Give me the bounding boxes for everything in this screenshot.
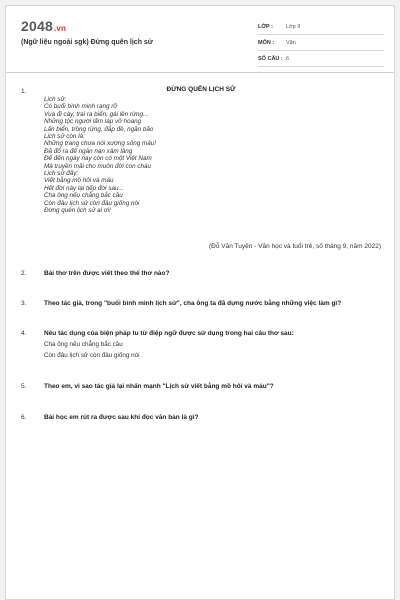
poem-line: Để đến ngày nay còn có một Việt Nam bbox=[44, 155, 152, 163]
question-text: Nêu tác dụng của biện pháp tu từ điệp ngữ được sử dụng trong hai câu thơ sau: bbox=[44, 330, 294, 337]
question-number: 4. bbox=[21, 330, 27, 337]
poem-line: Viết bằng mồ hôi và máu bbox=[44, 177, 114, 185]
meta-value: Văn bbox=[286, 39, 296, 46]
meta-key: SỐ CÂU : bbox=[258, 55, 283, 62]
worksheet-header bbox=[6, 6, 394, 70]
meta-row-subject bbox=[258, 35, 384, 51]
poem-title: ĐỪNG QUÊN LỊCH SỬ bbox=[166, 86, 236, 93]
poem-line: Cha ông nếu chẳng bắc cầu bbox=[44, 192, 123, 200]
poem-body bbox=[44, 96, 156, 215]
question-number: 1. bbox=[21, 88, 27, 95]
meta-row-count bbox=[258, 51, 384, 67]
question-text: Bài thơ trên được viết theo thể thơ nào? bbox=[44, 270, 170, 277]
question-number: 2. bbox=[21, 270, 27, 277]
meta-value: 6 bbox=[286, 55, 290, 62]
meta-table bbox=[258, 19, 384, 67]
logo[interactable] bbox=[21, 18, 66, 34]
poem-line: Lịch sử đấy: bbox=[44, 170, 79, 178]
poem-line: Lịch sử: bbox=[44, 96, 67, 103]
question-text: Theo em, vì sao tác giả lại nhấn mạnh "Lịch sử viết bằng mồ hôi và máu"? bbox=[44, 383, 274, 390]
meta-value: Lớp 9 bbox=[286, 23, 301, 30]
poem-line: Mà truyền mãi cho muôn đời con cháu bbox=[44, 162, 152, 170]
meta-key: MÔN : bbox=[258, 39, 275, 46]
worksheet bbox=[5, 5, 395, 600]
poem-line: Còn đâu lịch sử còn đâu giống nòi bbox=[44, 199, 140, 207]
poem-line: Những tộc người lấm láp vỡ hoang bbox=[44, 118, 142, 126]
poem-line: Lịch sử còn là: bbox=[44, 133, 85, 141]
logo-number: 2048 bbox=[21, 18, 53, 34]
question-number: 5. bbox=[21, 383, 27, 390]
question-number: 6. bbox=[21, 414, 27, 421]
quoted-line: Còn đâu lịch sử còn đâu giống nòi bbox=[44, 352, 140, 359]
meta-key: LỚP : bbox=[258, 23, 273, 30]
poem-line: Vua đi cày, trai ra biển, gái lên rừng... bbox=[44, 110, 149, 118]
quoted-line: Cha ông nếu chẳng bắc cầu bbox=[44, 341, 123, 348]
question-text: Bài học em rút ra được sau khi đọc văn bản là gì? bbox=[44, 414, 199, 421]
poem-source: (Đỗ Văn Tuyến - Văn học và tuổi trẻ, số tháng 9, năm 2022) bbox=[209, 243, 381, 250]
poem-line: Hết đời này lại tiếp đời sau... bbox=[44, 184, 124, 192]
poem-line: Những trang chưa nói xương sông máu! bbox=[44, 140, 157, 148]
poem-line: Đã đổ ra để ngăn nạn xâm lăng bbox=[44, 147, 133, 155]
poem-line: Lấn biển, trồng rừng, đắp đê, ngăn bão bbox=[44, 125, 154, 133]
question-text: Theo tác giả, trong "buổi bình minh lịch sử", cha ông ta đã dựng nước bằng những việc làm gì? bbox=[44, 300, 342, 307]
worksheet-subject: (Ngữ liệu ngoài sgk) Đừng quên lịch sử bbox=[21, 39, 153, 46]
poem-line: Đừng quên lịch sử ai ơi! bbox=[44, 207, 111, 215]
logo-suffix: .vn bbox=[53, 24, 67, 33]
meta-row-grade bbox=[258, 19, 384, 35]
poem-line: Có buổi bình minh rạng rỡ bbox=[44, 103, 118, 111]
question-number: 3. bbox=[21, 300, 27, 307]
header-divider bbox=[6, 72, 394, 73]
